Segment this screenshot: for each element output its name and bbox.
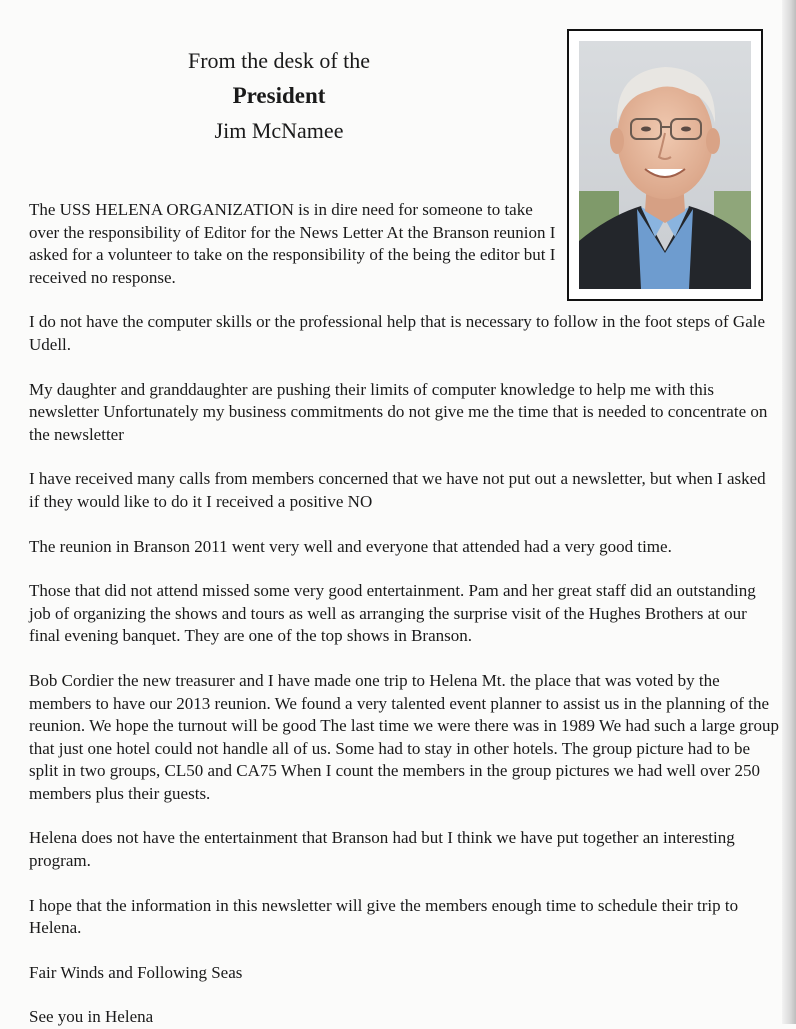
paragraph: Those that did not attend missed some very good entertainment. Pam and her great staff did an outstanding job of organizing the shows and tours as well as arranging the surprise visit of the Hughes Brothers at our final evening banquet. They are one of the top shows in Branson. xyxy=(29,581,756,646)
page-edge xyxy=(782,0,796,1024)
signoff-line: See you in Helena xyxy=(29,1007,154,1027)
letter-body xyxy=(29,199,779,1029)
closing-line: Fair Winds and Following Seas xyxy=(29,962,243,982)
letter-header xyxy=(120,46,438,146)
paragraph: I have received many calls from members concerned that we have not put out a newsletter, but when I asked if they would like to do it I received a positive NO xyxy=(29,469,766,511)
paragraph-intro: The USS HELENA ORGANIZATION is in dire need for someone to take over the responsibility of Editor for the News Letter At the Branson reunion I asked for a volunteer to take on the responsibility of the being the editor but I received no response. xyxy=(29,200,556,287)
header-intro: From the desk of the xyxy=(187,48,371,73)
paragraph: Bob Cordier the new treasurer and I have made one trip to Helena Mt. the place that was voted by the members to have our 2013 reunion. We found a very talented event planner to assist us in the planning of the reunion. We hope the turnout will be good The last time we were there was in 1989 We had such a large group that just one hotel could not handle all of us. Some had to stay in other hotels. The group picture had to be split in two groups, CL50 and CA75 When I count the members in the group pictures we had well over 250 members plus their guests. xyxy=(29,670,779,803)
paragraph: The reunion in Branson 2011 went very well and everyone that attended had a very good time. xyxy=(29,536,672,556)
header-title: President xyxy=(232,83,326,108)
paragraph: I hope that the information in this newsletter will give the members enough time to schedule their trip to Helena. xyxy=(29,895,739,938)
paragraph: Helena does not have the entertainment that Branson had but I think we have put together an interesting program. xyxy=(29,828,735,871)
paragraph: My daughter and granddaughter are pushing their limits of computer knowledge to help me with this newsletter Unfortunately my business commitments do not give me the time that is needed to concentrate on the newsletter xyxy=(29,379,768,444)
header-author: Jim McNamee xyxy=(214,118,344,143)
paragraph: I do not have the computer skills or the professional help that is necessary to follow in the foot steps of Gale Udell. xyxy=(29,312,766,354)
